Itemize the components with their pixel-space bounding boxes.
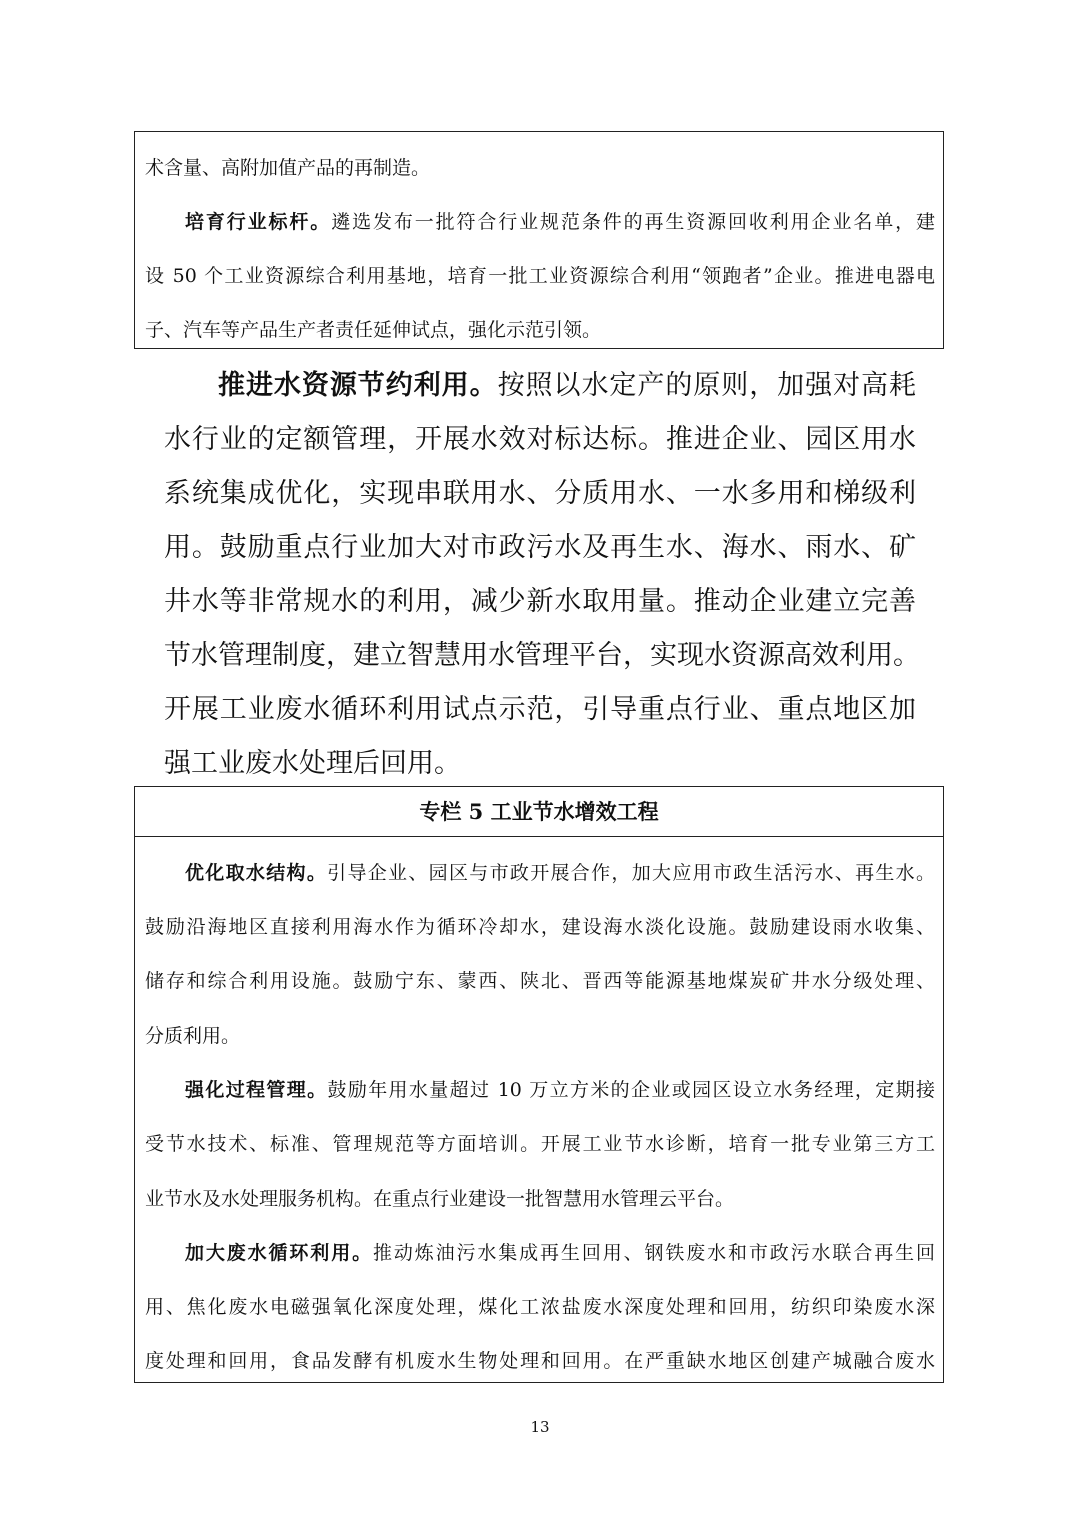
paragraph-text: 推动炼油污水集成再生回用、钢铁废水和市政污水联合再生回 bbox=[372, 1242, 935, 1264]
body-line: 系统集成优化，实现串联用水、分质用水、一水多用和梯级利 bbox=[164, 478, 916, 509]
box-text-line: 储存和综合利用设施。鼓励宁东、蒙西、陕北、晋西等能源基地煤炭矿井水分级处理、 bbox=[145, 970, 935, 992]
box-text-line: 受节水技术、标准、管理规范等方面培训。开展工业节水诊断，培育一批专业第三方工 bbox=[145, 1133, 935, 1155]
column-5-box bbox=[134, 786, 944, 1383]
box-text-line: 鼓励沿海地区直接利用海水作为循环冷却水，建设海水淡化设施。鼓励建设雨水收集、 bbox=[145, 916, 935, 938]
column-title: 专栏 5 工业节水增效工程 bbox=[135, 787, 943, 837]
box-text-line: 术含量、高附加值产品的再制造。 bbox=[145, 157, 431, 179]
paragraph-text: 鼓励年用水量超过 10 万立方米的企业或园区设立水务经理，定期接 bbox=[327, 1079, 935, 1101]
body-line: 节水管理制度，建立智慧用水管理平台，实现水资源高效利用。 bbox=[164, 640, 920, 671]
continued-column-box bbox=[134, 131, 944, 349]
box-text-line: 子、汽车等产品生产者责任延伸试点，强化示范引领。 bbox=[145, 319, 602, 341]
body-line: 开展工业废水循环利用试点示范，引导重点行业、重点地区加 bbox=[164, 694, 916, 725]
paragraph-heading: 强化过程管理。 bbox=[185, 1079, 328, 1101]
box-text-line: 业节水及水处理服务机构。在重点行业建设一批智慧用水管理云平台。 bbox=[145, 1188, 735, 1210]
paragraph-heading: 优化取水结构。 bbox=[185, 862, 328, 884]
paragraph-heading: 加大废水循环利用。 bbox=[185, 1242, 373, 1264]
body-line bbox=[218, 366, 916, 406]
box-text-line: 分质利用。 bbox=[145, 1025, 241, 1047]
body-line: 用。鼓励重点行业加大对市政污水及再生水、海水、雨水、矿 bbox=[164, 532, 916, 563]
paragraph-heading: 培育行业标杆。 bbox=[185, 211, 332, 233]
box-paragraph-line bbox=[185, 859, 935, 887]
paragraph-text: 引导企业、园区与市政开展合作，加大应用市政生活污水、再生水。 bbox=[327, 862, 935, 884]
body-paragraph-heading: 推进水资源节约利用。 bbox=[218, 370, 498, 401]
box-paragraph-line bbox=[185, 1076, 935, 1104]
box-paragraph-line bbox=[185, 1239, 935, 1267]
box-text-line: 度处理和回用，食品发酵有机废水生物处理和回用。在严重缺水地区创建产城融合废水 bbox=[145, 1350, 935, 1372]
box-paragraph-line bbox=[185, 208, 935, 236]
paragraph-text: 遴选发布一批符合行业规范条件的再生资源回收利用企业名单，建 bbox=[331, 211, 935, 233]
body-line: 水行业的定额管理，开展水效对标达标。推进企业、园区用水 bbox=[164, 424, 916, 455]
body-text: 按照以水定产的原则，加强对高耗 bbox=[497, 370, 917, 401]
box-text-line: 设 50 个工业资源综合利用基地，培育一批工业资源综合利用“领跑者”企业。推进电器电 bbox=[145, 265, 935, 287]
body-line: 强工业废水处理后回用。 bbox=[164, 748, 461, 779]
page-number: 13 bbox=[530, 1418, 550, 1436]
box-text-line: 用、焦化废水电磁强氧化深度处理，煤化工浓盐废水深度处理和回用，纺织印染废水深 bbox=[145, 1296, 935, 1318]
body-line: 井水等非常规水的利用，减少新水取用量。推动企业建立完善 bbox=[164, 586, 916, 617]
